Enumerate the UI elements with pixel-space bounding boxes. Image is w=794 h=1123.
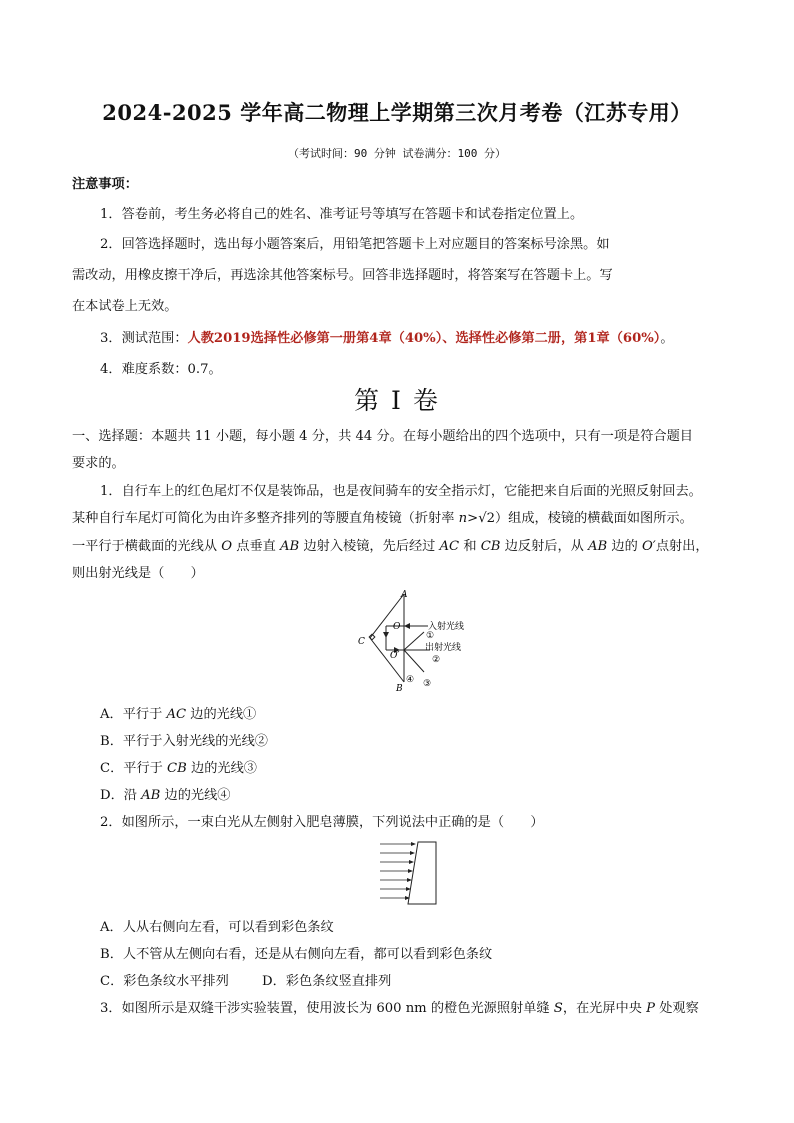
soap-film [408, 842, 436, 904]
note-3-prefix: 3．测试范围： [100, 331, 188, 346]
soap-film-figure [376, 838, 448, 908]
section-title: 第 I 卷 [354, 386, 440, 415]
q1-optA-ac: AC [166, 707, 187, 722]
note-2-line-2: 需改动，用橡皮擦干净后，再选涂其他答案标号。回答非选择题时，将答案写在答题卡上。写 [72, 268, 613, 283]
q1-l2-text-b: >√2）组成，棱镜的横截面如图所示。 [467, 511, 693, 526]
arrowhead [409, 860, 414, 864]
q1-line-1: 1．自行车上的红色尾灯不仅是装饰品，也是夜间骑车的安全指示灯，它能把来自后面的光照反射回去。 [100, 484, 702, 499]
q1-l3-d: 和 [459, 539, 481, 554]
q1-l3-ab: AB [280, 539, 300, 554]
q1-l3-a: 一平行于横截面的光线从 [72, 539, 222, 554]
prism-figure [348, 588, 508, 694]
q1-option-b: B．平行于入射光线的光线② [100, 734, 268, 749]
exit-ray-label: 出射光线 [425, 643, 462, 653]
note-1: 1．答卷前，考生务必将自己的姓名、准考证号等填写在答题卡和试卷指定位置上。 [100, 207, 584, 222]
q1-l3-b: 点垂直 [232, 539, 281, 554]
q1-optA-pre: A．平行于 [100, 707, 167, 722]
q1-optC-pre: C．平行于 [100, 761, 168, 776]
part1-instructions-line-2: 要求的。 [72, 456, 125, 471]
q1-optD-pre: D．沿 [100, 788, 142, 803]
note-2-line-1: 2．回答选择题时，选出每小题答案后，用铅笔把答题卡上对应题目的答案标号涂黑。如 [100, 237, 610, 252]
note-3-suffix: 。 [660, 331, 674, 346]
q1-optC-cb: CB [167, 761, 187, 776]
arrowhead [408, 869, 413, 873]
q1-line-2 [72, 510, 693, 528]
note-3 [100, 330, 674, 348]
exit-ray-3 [404, 650, 424, 672]
incident-ray-label: 入射光线 [428, 622, 465, 632]
q1-l3-point-o: O [221, 539, 233, 554]
q1-l3-point-o-prime: O′ [642, 539, 656, 554]
q3-post: 处观察 [655, 1001, 699, 1016]
q1-line-3 [72, 538, 709, 556]
q2-option-d: D．彩色条纹竖直排列 [262, 974, 392, 989]
q1-l3-ac: AC [439, 539, 460, 554]
refractive-index-symbol: n [458, 511, 468, 526]
exam-info: （考试时间：90 分钟 试卷满分：100 分） [288, 147, 506, 160]
exit-ray-1 [404, 632, 424, 650]
q1-optD-ab: AB [141, 788, 161, 803]
q1-optA-post: 边的光线① [186, 707, 257, 722]
circle-3-label: ③ [423, 679, 432, 689]
q1-optD-post: 边的光线④ [160, 788, 231, 803]
note-4: 4．难度系数：0.7。 [100, 362, 222, 377]
arrowhead [411, 842, 416, 846]
q3-pre: 3．如图所示是双缝干涉实验装置，使用波长为 600 nm 的橙色光源照射单缝 [100, 1001, 554, 1016]
q1-option-a [100, 706, 256, 724]
q1-option-d [100, 787, 231, 805]
q1-l3-e: 边反射后，从 [500, 539, 589, 554]
note-2-line-3: 在本试卷上无效。 [72, 299, 178, 314]
test-scope: 人教2019选择性必修第一册第4章（40%）、选择性必修第二册，第1章（60%） [187, 331, 661, 346]
notes-heading: 注意事项： [72, 177, 138, 192]
q1-l2-text-a: 某种自行车尾灯可简化为由许多整齐排列的等腰直角棱镜（折射率 [72, 511, 459, 526]
vertex-a-label: A [401, 590, 408, 600]
q1-l3-f: 边的 [607, 539, 642, 554]
circle-2-label: ② [432, 655, 441, 665]
q1-optC-post: 边的光线③ [186, 761, 257, 776]
incident-arrow [404, 623, 410, 629]
q2-option-a: A．人从右侧向左看，可以看到彩色条纹 [100, 920, 334, 935]
circle-1-label: ① [426, 631, 435, 641]
q1-line-4: 则出射光线是（ ） [72, 566, 204, 581]
q1-option-c [100, 760, 257, 778]
vertex-b-label: B [396, 684, 403, 694]
page-title: 2024-2025 学年高二物理上学期第三次月考卷（江苏专用） [102, 100, 692, 125]
part1-instructions-line-1: 一、选择题：本题共 11 小题，每小题 4 分，共 44 分。在每小题给出的四个选项中，只有一项是符合题目 [72, 429, 693, 444]
q3-stem [100, 1000, 699, 1018]
reflected-arrow [383, 632, 389, 638]
q1-l3-cb: CB [480, 539, 501, 554]
q3-point-p: P [646, 1001, 656, 1016]
q2-option-c: C．彩色条纹水平排列 [100, 974, 229, 989]
q3-slit-s: S [553, 1001, 563, 1016]
vertex-c-label: C [358, 637, 365, 647]
q2-option-b: B．人不管从左侧向右看，还是从右侧向左看，都可以看到彩色条纹 [100, 947, 493, 962]
q1-l3-g: 点射出， [655, 539, 709, 554]
point-o-prime-label: O′ [390, 651, 400, 661]
point-o-label: O [393, 622, 401, 632]
q1-l3-c: 边射入棱镜，先后经过 [299, 539, 440, 554]
q3-mid: ，在光屏中央 [562, 1001, 647, 1016]
q1-l3-ab-2: AB [588, 539, 608, 554]
q2-stem: 2．如图所示，一束白光从左侧射入肥皂薄膜，下列说法中正确的是（ ） [100, 815, 544, 830]
arrowhead [410, 851, 415, 855]
circle-4-label: ④ [406, 675, 415, 685]
